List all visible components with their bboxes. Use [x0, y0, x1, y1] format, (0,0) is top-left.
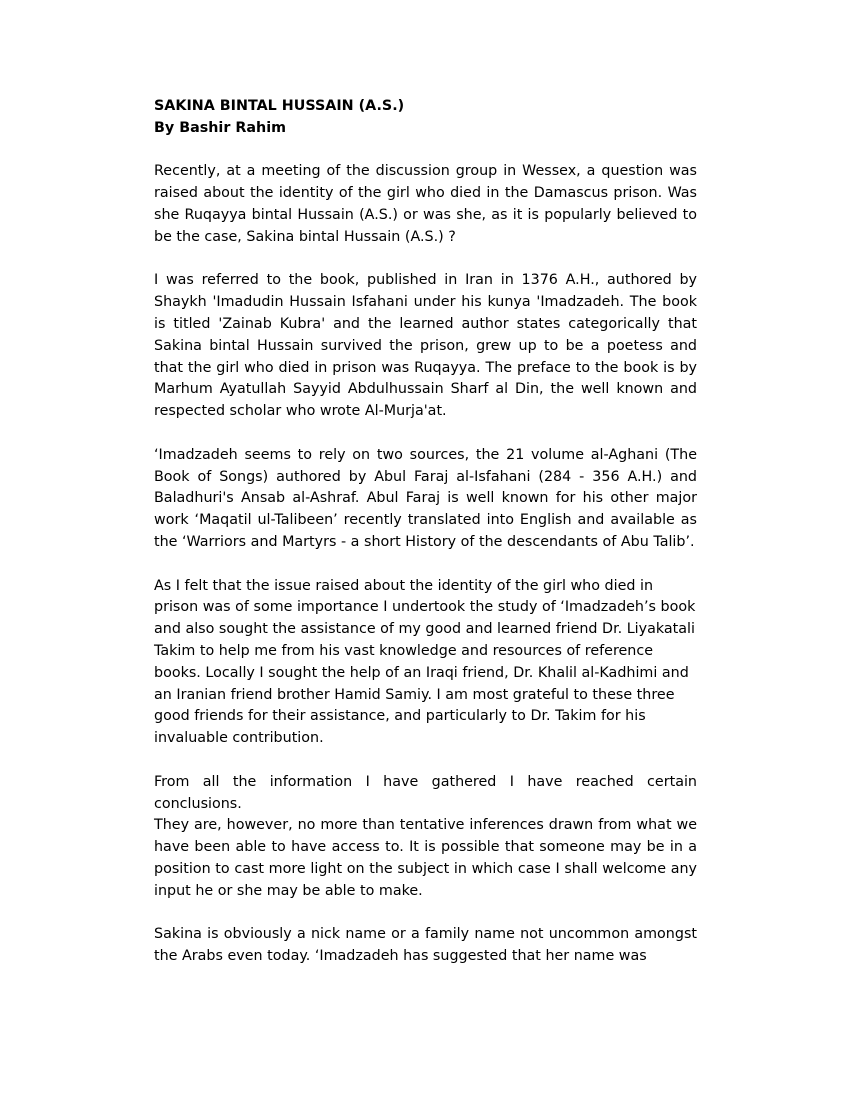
- paragraph-5: From all the information I have gathered I have reached certain conclusions.: [154, 773, 697, 812]
- paragraph-1: Recently, at a meeting of the discussion group in Wessex, a question was raised about the identity of the girl who died in the Damascus prison. Was she Ruqayya bintal Hussain (A.S.) or was she, as it is popularly believed to be the case, Sakina bintal Hussain (A.S.) ?: [154, 163, 697, 245]
- paragraph-4: As I felt that the issue raised about the identity of the girl who died in prison was of some importance I undertook the study of ‘Imadzadeh’s book and also sought the assistance of my good and learned friend Dr. Liyakatali Takim to help me from his vast knowledge and resources of reference books. Locally I sought the help of an Iraqi friend, Dr. Khalil al-Kadhimi and an Iranian friend brother Hamid Samiy. I am most grateful to these three good friends for their assistance, and particularly to Dr. Takim for his invaluable contribution.: [154, 577, 696, 747]
- author-byline: By Bashir Rahim: [154, 119, 286, 136]
- document-title: SAKINA BINTAL HUSSAIN (A.S.): [154, 98, 405, 114]
- title-block: [154, 96, 697, 140]
- document-body: [154, 96, 697, 990]
- paragraph-6: They are, however, no more than tentative inferences drawn from what we have been able to have access to. It is possible that someone may be in a position to cast more light on the subject in which case I shall welcome any input he or she may be able to make.: [154, 817, 697, 899]
- paragraph-7: Sakina is obviously a nick name or a family name not uncommon amongst the Arabs even today. ‘Imadzadeh has suggested that her name was: [154, 926, 697, 965]
- paragraph-3: ‘Imadzadeh seems to rely on two sources, the 21 volume al-Aghani (The Book of Songs) authored by Abul Faraj al-Isfahani (284 - 356 A.H.) and Baladhuri's Ansab al-Ashraf. Abul Faraj is well known for his other major work ‘Maqatil ul-Talibeen’ recently translated into English and available as the ‘Warriors and Martyrs - a short History of the descendants of Abu Talib’.: [154, 446, 697, 550]
- paragraph-2: I was referred to the book, published in Iran in 1376 A.H., authored by Shaykh 'Imadudin Hussain Isfahani under his kunya 'Imadzadeh. The book is titled 'Zainab Kubra' and the learned author states categorically that Sakina bintal Hussain survived the prison, grew up to be a poetess and that the girl who died in prison was Ruqayya. The preface to the book is by Marhum Ayatullah Sayyid Abdulhussain Sharf al Din, the well known and respected scholar who wrote Al-Murja'at.: [154, 272, 697, 420]
